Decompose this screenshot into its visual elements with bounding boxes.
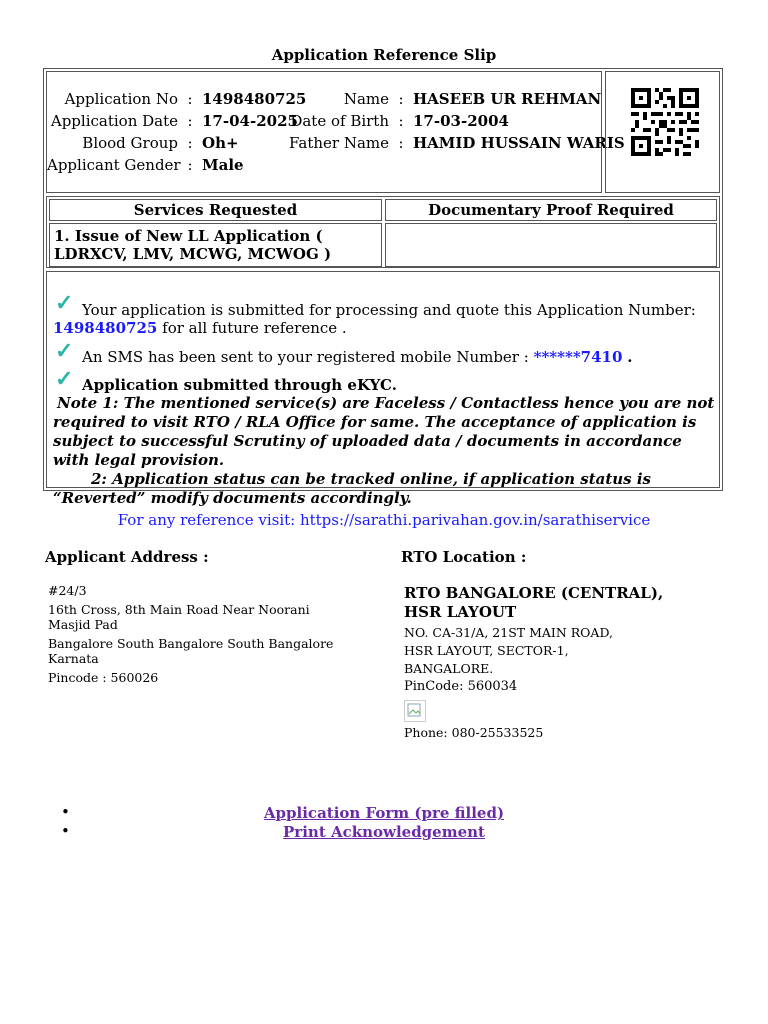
documentary-proof-value xyxy=(385,223,717,267)
address-line: Bangalore South Bangalore South Bangalore Karnata xyxy=(48,636,334,666)
field-value: Oh+ xyxy=(202,134,239,152)
note-1: Note 1: The mentioned service(s) are Faceless / Contactless hence you are not required to visit RTO / RLA Office for same. The acceptance of application is subject to successful Scrutiny of uploaded data / documents in accordance with legal provision. xyxy=(53,394,715,469)
applicant-address xyxy=(48,583,348,685)
bullet: • xyxy=(61,803,70,821)
field-colon: : xyxy=(398,112,404,130)
applicant-info-cell xyxy=(46,71,625,193)
field-label: Date of Birth xyxy=(290,112,389,130)
message-text: Your application is submitted for processing and quote this Application Number: xyxy=(82,301,696,319)
rto-pincode: PinCode: 560034 xyxy=(404,679,518,694)
services-requested-header: Services Requested xyxy=(49,199,382,221)
applicant-address-heading: Applicant Address : xyxy=(45,548,209,566)
checkmark-icon: ✓ xyxy=(55,338,74,364)
field-colon: : xyxy=(187,134,193,152)
slip-table xyxy=(43,68,723,507)
documentary-proof-header: Documentary Proof Required xyxy=(385,199,717,221)
application-form-link[interactable]: Application Form (pre filled) xyxy=(263,804,505,822)
page-title: Application Reference Slip xyxy=(271,46,497,64)
field-date-of-birth xyxy=(257,112,509,130)
qr-cell xyxy=(605,71,720,193)
address-line: 16th Cross, 8th Main Road Near Noorani Masjid Pad xyxy=(48,602,310,632)
print-acknowledgement-link[interactable]: Print Acknowledgement xyxy=(283,823,485,841)
list-item xyxy=(0,803,768,822)
message-text: An SMS has been sent to your registered mobile Number : xyxy=(82,348,529,366)
field-name xyxy=(257,90,601,108)
service-item: 1. Issue of New LL Application ( LDRXCV, LMV, MCWG, MCWOG ) xyxy=(49,223,382,267)
field-blood-group xyxy=(47,134,239,152)
rto-location-heading: RTO Location : xyxy=(401,548,527,566)
applicant-info-row xyxy=(46,71,720,193)
field-colon: : xyxy=(398,134,404,152)
field-value: HAMID HUSSAIN WARIS xyxy=(413,134,625,152)
field-value: 17-03-2004 xyxy=(413,112,509,130)
field-label: Name xyxy=(343,90,389,108)
field-applicant-gender xyxy=(47,156,244,174)
checkmark-icon: ✓ xyxy=(55,290,74,316)
note-2: 2: Application status can be tracked online, if application status is “Reverted” modify documents accordingly. xyxy=(53,470,651,507)
message-suffix: for all future reference . xyxy=(162,319,347,337)
rto-address-line: BANGALORE. xyxy=(404,661,494,676)
field-value: HASEEB UR REHMAN xyxy=(413,90,602,108)
bullet: • xyxy=(61,822,70,840)
rto-address-line: NO. CA-31/A, 21ST MAIN ROAD, xyxy=(404,625,613,640)
rto-phone: Phone: 080-25533525 xyxy=(404,725,544,740)
field-label: Applicant Gender xyxy=(47,156,181,174)
field-father-name xyxy=(257,134,625,152)
message-submitted xyxy=(53,301,717,337)
field-label: Application No xyxy=(64,90,178,108)
broken-image-icon xyxy=(404,700,426,722)
field-label: Blood Group xyxy=(82,134,178,152)
list-item xyxy=(0,822,768,841)
field-colon: : xyxy=(398,90,404,108)
links-list xyxy=(0,803,768,841)
field-label: Father Name xyxy=(288,134,389,152)
reference-link-text: For any reference visit: https://sarathi.parivahan.gov.in/sarathiservice xyxy=(117,511,651,529)
rto-address xyxy=(404,624,613,696)
messages-box xyxy=(46,271,720,507)
address-line: #24/3 xyxy=(48,583,87,598)
rto-address-line: HSR LAYOUT, SECTOR-1, xyxy=(404,643,569,658)
mobile-number-masked: ******7410 xyxy=(533,348,623,366)
services-row xyxy=(49,223,717,267)
field-value: Male xyxy=(202,156,244,174)
checkmark-icon: ✓ xyxy=(55,366,74,392)
field-label: Application Date xyxy=(50,112,178,130)
field-colon: : xyxy=(187,90,193,108)
message-suffix: . xyxy=(627,348,633,366)
services-header-row xyxy=(49,199,717,221)
field-colon: : xyxy=(187,156,193,174)
message-ekyc: Application submitted through eKYC. xyxy=(82,376,397,394)
application-number-highlight: 1498480725 xyxy=(53,319,158,337)
address-pincode: Pincode : 560026 xyxy=(48,670,159,685)
message-sms xyxy=(82,348,632,366)
services-table xyxy=(46,196,720,268)
qr-code-icon xyxy=(631,88,699,156)
note-block xyxy=(53,394,717,508)
rto-name: RTO BANGALORE (CENTRAL), HSR LAYOUT xyxy=(404,584,664,621)
field-value: 17-04-2025 xyxy=(202,112,298,130)
field-value: 1498480725 xyxy=(202,90,307,108)
field-colon: : xyxy=(187,112,193,130)
